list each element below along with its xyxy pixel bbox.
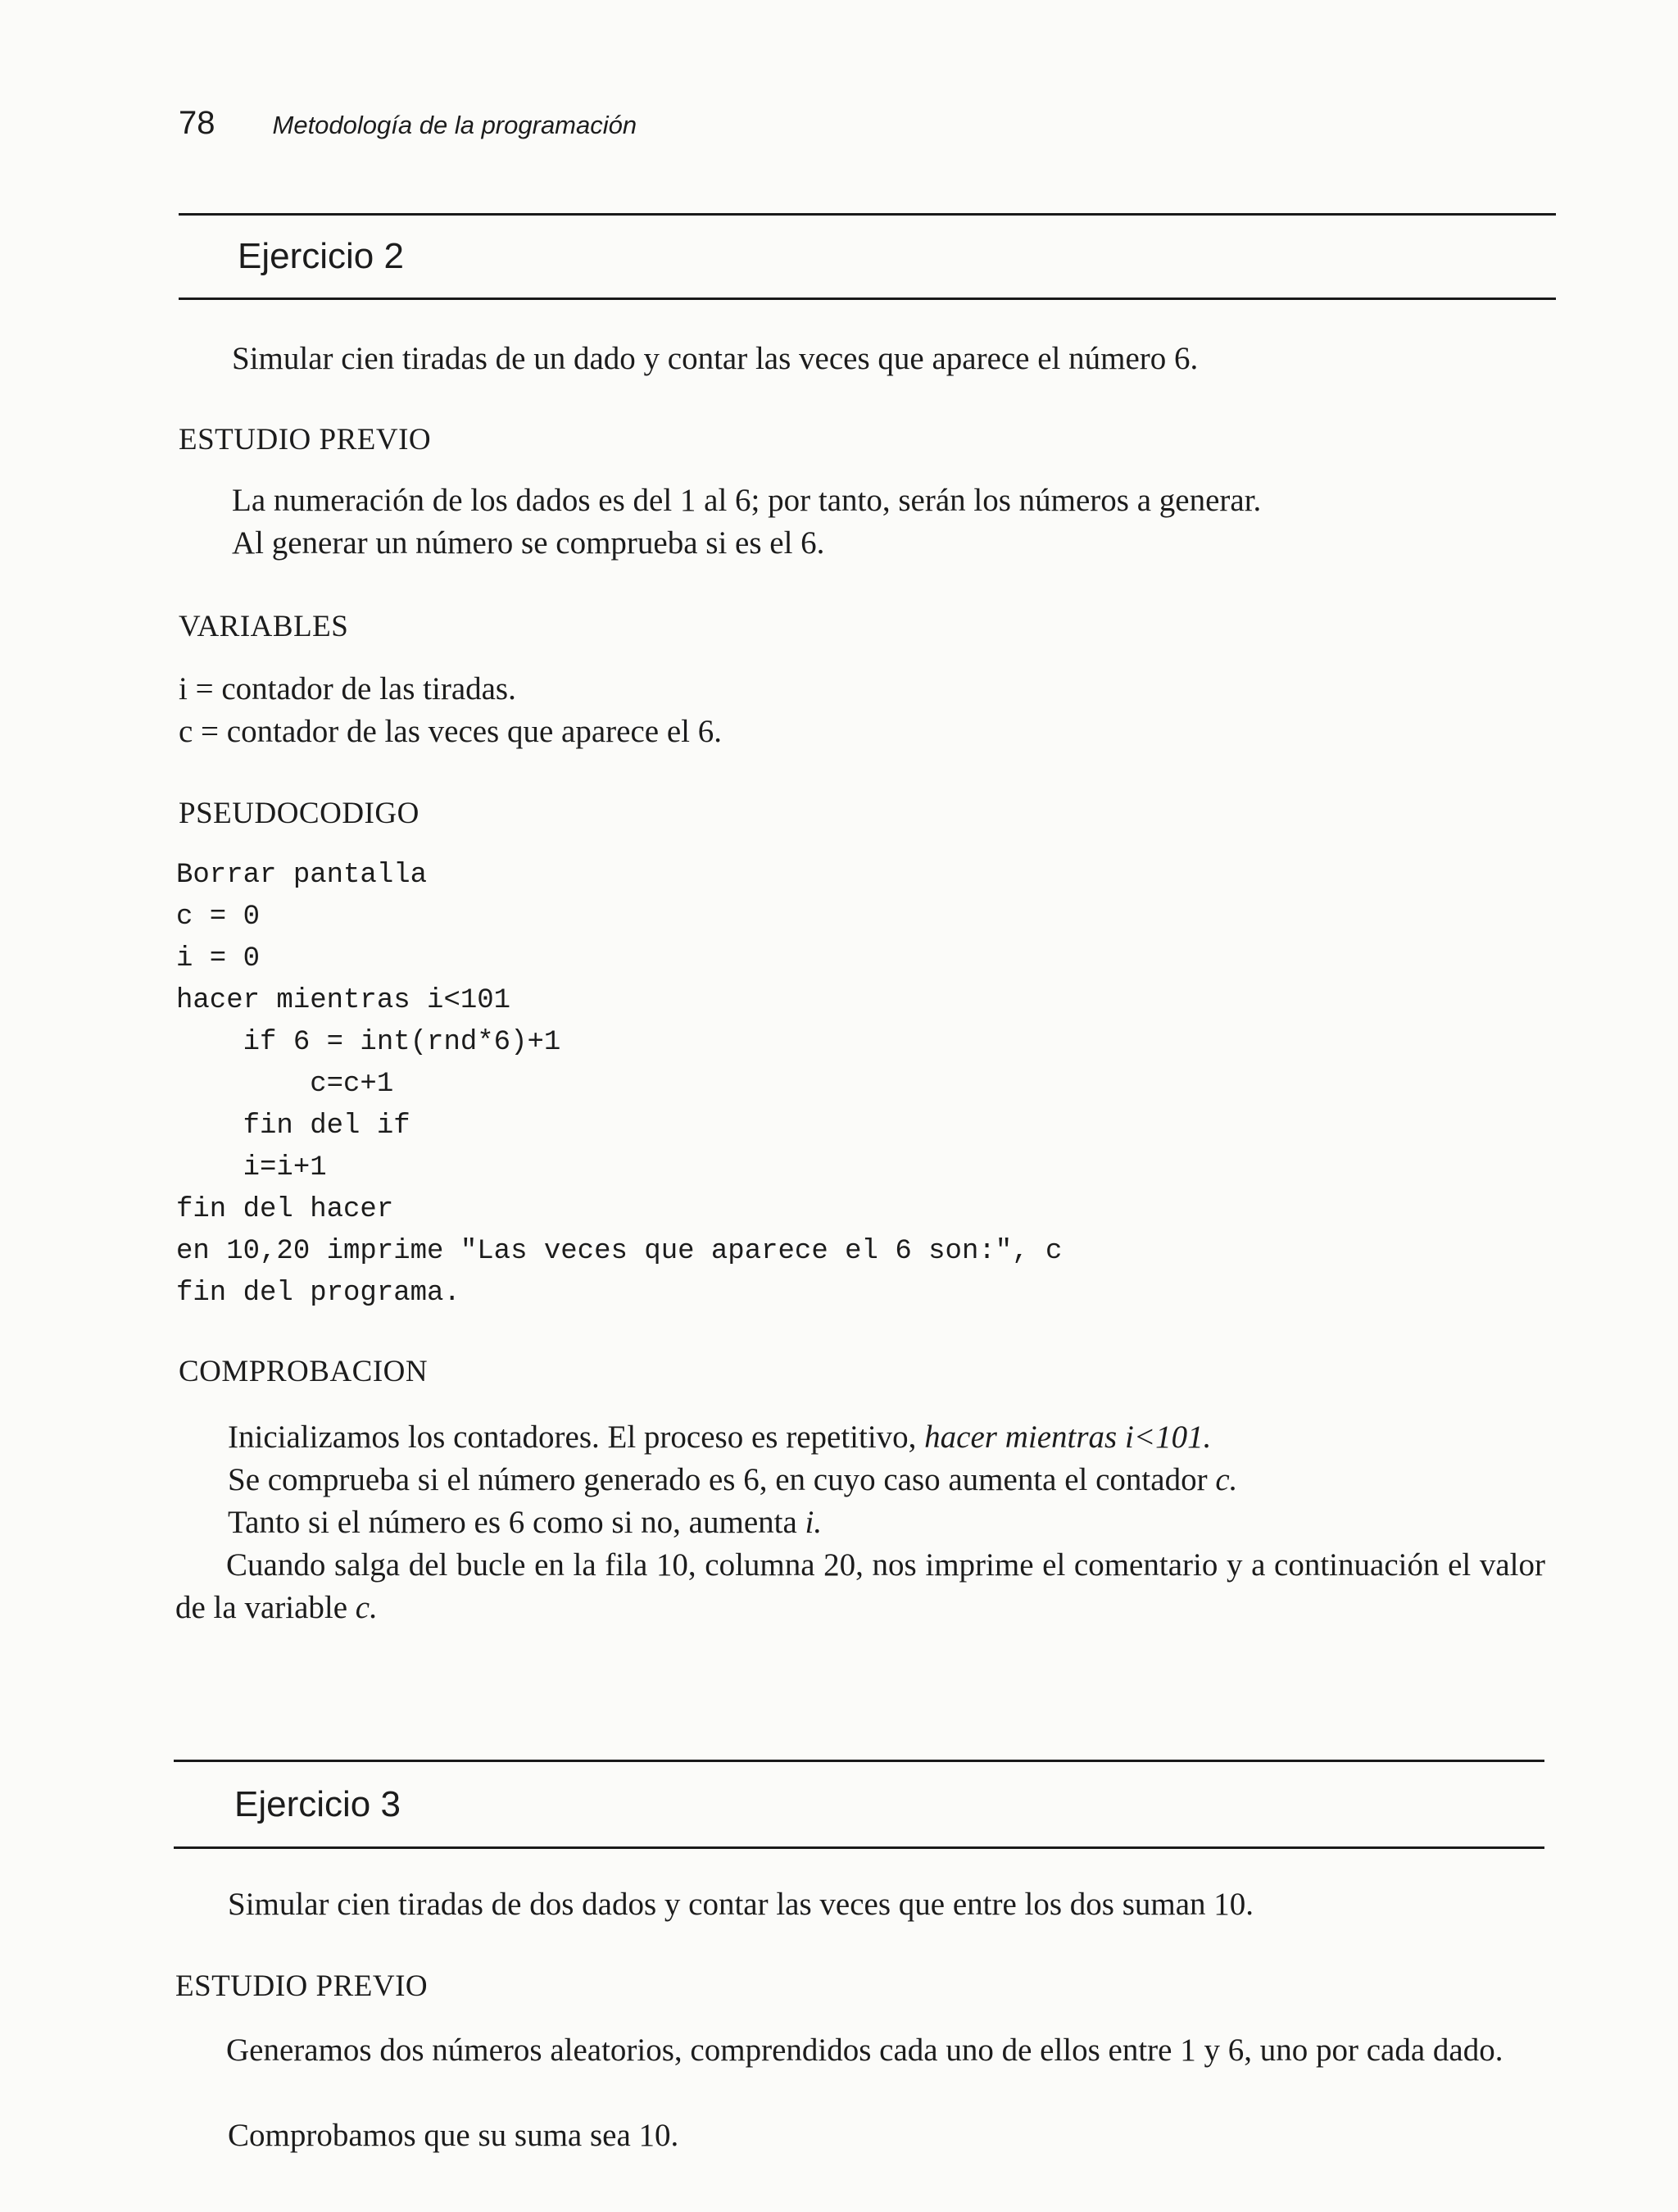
code-line: i = 0: [176, 943, 261, 974]
comprobacion-line-2-text: Se comprueba si el número generado es 6, en cuyo caso aumenta el contador: [228, 1462, 1216, 1497]
code-line: c=c+1: [176, 1069, 394, 1100]
exercise-2-variable-i: i = contador de las tiradas.: [179, 671, 516, 706]
exercise-3-statement: Simular cien tiradas de dos dados y contar las veces que entre los dos suman 10.: [228, 1887, 1254, 1922]
code-line: en 10,20 imprime "Las veces que aparece el 6 son:", c: [176, 1236, 1063, 1267]
exercise-2-estudio-previo-line-2: Al generar un número se comprueba si es el 6.: [232, 525, 825, 561]
exercise-3-title-box: [174, 1760, 1544, 1849]
exercise-2-pseudocodigo-heading: PSEUDOCODIGO: [179, 797, 420, 830]
comprobacion-line-3-text: Tanto si el número es 6 como si no, aumenta: [228, 1505, 805, 1540]
comprobacion-line-1-text: Inicializamos los contadores. El proceso es repetitivo,: [228, 1419, 925, 1455]
code-line: hacer mientras i<101: [176, 985, 511, 1016]
page-header: [179, 105, 637, 154]
comprobacion-line-3: [228, 1501, 822, 1544]
comprobacion-line-2: [228, 1459, 1237, 1501]
code-line: if 6 = int(rnd*6)+1: [176, 1027, 561, 1058]
exercise-2-estudio-previo-line-1: La numeración de los dados es del 1 al 6; por tanto, serán los números a generar.: [232, 483, 1262, 518]
comprobacion-line-2-italic: c.: [1215, 1462, 1238, 1497]
code-line: fin del if: [176, 1111, 410, 1142]
comprobacion-line-4-text: Cuando salga del bucle en la fila 10, columna 20, nos imprime el comentario y a continuación el valor de la variable: [175, 1547, 1545, 1625]
exercise-2-title-box: [179, 213, 1556, 300]
exercise-3-estudio-previo-para-2: Comprobamos que su suma sea 10.: [228, 2118, 679, 2153]
exercise-2-variables-heading: VARIABLES: [179, 610, 349, 643]
code-line: c = 0: [176, 902, 261, 933]
comprobacion-line-1-italic: hacer mientras i<101.: [924, 1419, 1212, 1455]
exercise-3-title: Ejercicio 3: [234, 1784, 401, 1824]
comprobacion-line-4-italic: c.: [355, 1590, 378, 1625]
code-line: Borrar pantalla: [176, 860, 428, 891]
code-line: fin del programa.: [176, 1278, 460, 1309]
comprobacion-line-4: [175, 1544, 1545, 1629]
code-line: i=i+1: [176, 1152, 327, 1183]
pseudocode-block: [176, 855, 1062, 1315]
exercise-2-estudio-previo-heading: ESTUDIO PREVIO: [179, 423, 432, 456]
exercise-2-variable-c: c = contador de las veces que aparece el 6.: [179, 714, 722, 749]
exercise-2-statement: Simular cien tiradas de un dado y contar las veces que aparece el número 6.: [232, 341, 1199, 376]
exercise-2-title: Ejercicio 2: [238, 236, 404, 276]
comprobacion-line-3-italic: i.: [805, 1505, 823, 1540]
exercise-2-comprobacion-heading: COMPROBACION: [179, 1355, 429, 1388]
running-title: Metodología de la programación: [272, 111, 637, 139]
comprobacion-line-1: [228, 1416, 1211, 1459]
code-line: fin del hacer: [176, 1194, 394, 1225]
exercise-3-estudio-previo-para-1: Generamos dos números aleatorios, comprendidos cada uno de ellos entre 1 y 6, uno por cada dado.: [226, 2033, 1503, 2068]
page-number: 78: [179, 105, 215, 141]
exercise-3-estudio-previo-heading: ESTUDIO PREVIO: [175, 1969, 429, 2003]
